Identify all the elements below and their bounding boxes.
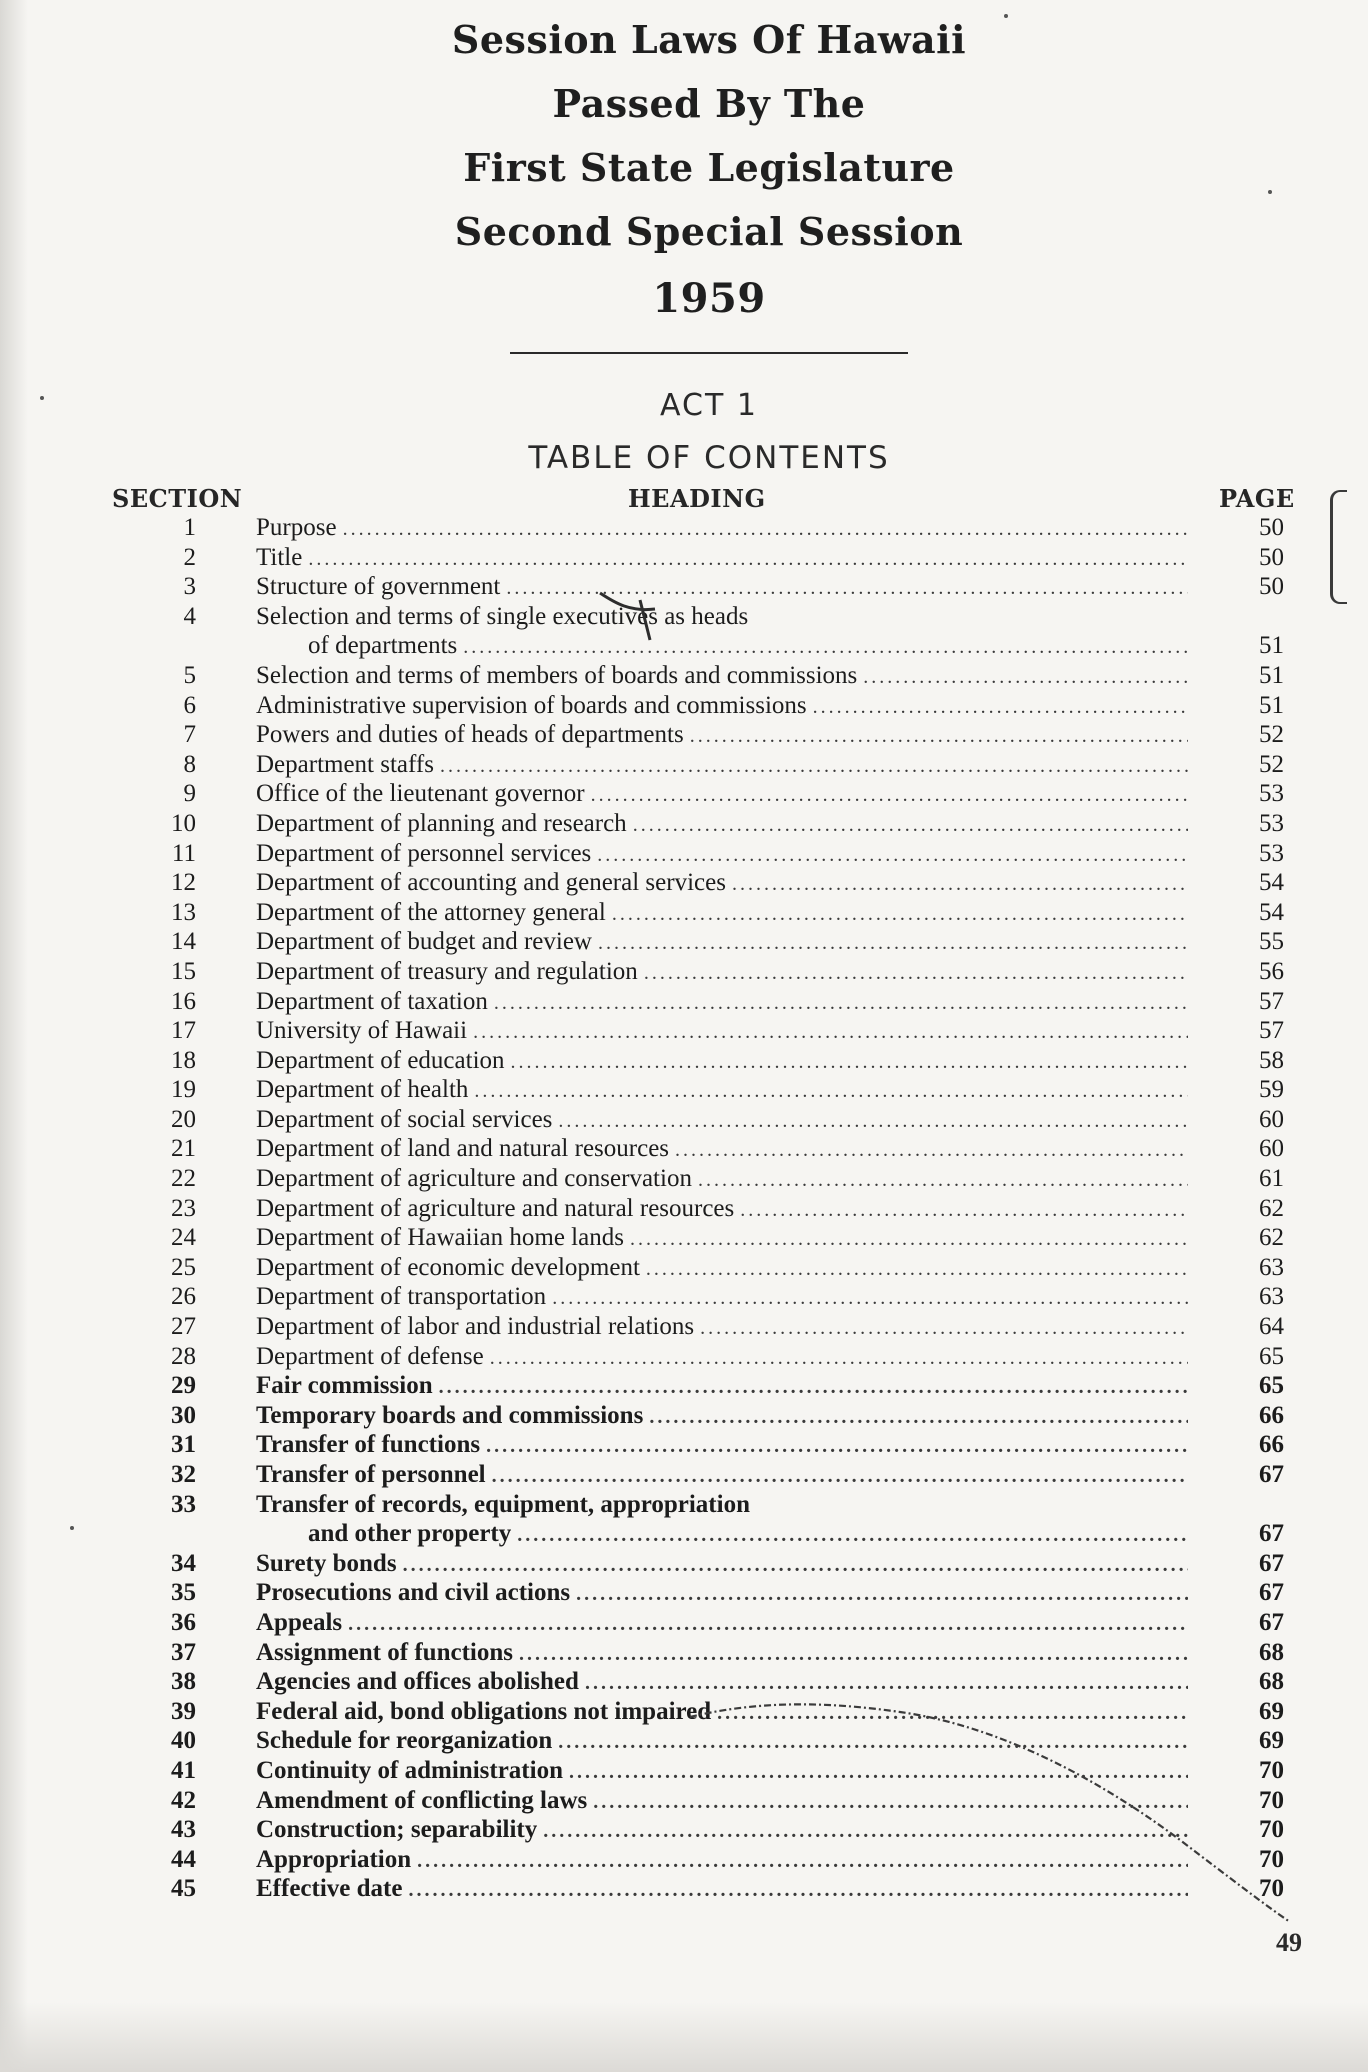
section-heading: [256, 1075, 1196, 1107]
section-heading-text: University of Hawaii: [256, 1017, 468, 1045]
dot-leader: [417, 1847, 1188, 1877]
page-number: 49: [1276, 1928, 1302, 1957]
section-heading: [256, 809, 1196, 841]
page-reference: 66: [1259, 1431, 1284, 1459]
page-reference: 67: [1259, 1520, 1284, 1548]
page-reference: 56: [1259, 957, 1284, 985]
page-reference: 62: [1259, 1224, 1284, 1252]
toc-row: [0, 898, 1368, 928]
section-number: 18: [171, 1046, 196, 1074]
section-heading: [256, 572, 1196, 604]
page-reference: 52: [1259, 721, 1284, 749]
section-heading-text: Department of health: [256, 1076, 469, 1104]
section-number: 26: [171, 1283, 196, 1311]
section-heading-text: Continuity of administration: [256, 1756, 563, 1784]
section-number: 7: [183, 721, 196, 749]
section-heading-text: Department of planning and research: [256, 809, 627, 837]
section-heading-text: Federal aid, bond obligations not impaired: [256, 1697, 712, 1725]
toc-row: [0, 572, 1368, 602]
section-heading-text: Fair commission: [256, 1372, 433, 1400]
dot-leader: [644, 959, 1188, 989]
page-reference: 66: [1259, 1401, 1284, 1429]
section-number: 27: [171, 1313, 196, 1341]
toc-row: [0, 1312, 1368, 1342]
page-reference: 70: [1259, 1786, 1284, 1814]
section-heading: [256, 898, 1196, 930]
toc-row: [0, 1342, 1368, 1372]
page-reference: 51: [1259, 691, 1284, 719]
page-reference: 54: [1259, 869, 1284, 897]
dot-leader: [494, 989, 1188, 1019]
toc-row: [0, 1874, 1368, 1904]
dot-leader: [649, 1403, 1188, 1433]
section-number: 2: [183, 543, 196, 571]
toc-row: [0, 720, 1368, 750]
speck-mark: [40, 396, 44, 400]
section-number: 9: [183, 780, 196, 808]
dot-leader: [585, 1669, 1188, 1699]
section-heading-text: Effective date: [256, 1875, 403, 1903]
toc-row: [0, 1075, 1368, 1105]
section-heading: [256, 927, 1196, 959]
toc-row: [0, 1194, 1368, 1224]
section-heading-text: Prosecutions and civil actions: [256, 1579, 571, 1607]
page-reference: 57: [1259, 987, 1284, 1015]
toc-row: [0, 779, 1368, 809]
section-number: 37: [171, 1638, 196, 1666]
dot-leader: [576, 1580, 1188, 1610]
page-reference: 70: [1259, 1816, 1284, 1844]
page-reference: 51: [1259, 632, 1284, 660]
section-number: 24: [171, 1224, 196, 1252]
dot-leader: [490, 1344, 1188, 1374]
toc-row: [0, 1401, 1368, 1431]
dot-leader: [403, 1551, 1188, 1581]
page-reference: 70: [1259, 1875, 1284, 1903]
toc-row: [0, 1134, 1368, 1164]
toc-row: [0, 1726, 1368, 1756]
page-reference: 69: [1259, 1727, 1284, 1755]
toc-heading: TABLE OF CONTENTS: [528, 440, 890, 476]
section-heading-text: Amendment of conflicting laws: [256, 1786, 588, 1814]
section-heading: [256, 1194, 1196, 1226]
toc-row: [0, 987, 1368, 1017]
section-heading: [256, 1282, 1196, 1314]
dot-leader: [569, 1758, 1188, 1788]
section-heading: [256, 661, 1196, 693]
section-heading: [256, 779, 1196, 811]
section-number: 11: [171, 839, 196, 867]
section-heading-text: Department of accounting and general services: [256, 869, 726, 897]
dot-leader: [348, 1610, 1188, 1640]
dot-leader: [597, 841, 1188, 871]
section-heading: [256, 1253, 1196, 1285]
act-heading: ACT 1: [660, 388, 758, 423]
section-heading-line: [256, 602, 1196, 632]
dot-leader: [698, 1166, 1188, 1196]
section-heading: [256, 1786, 1196, 1818]
toc-row: [0, 1253, 1368, 1283]
section-heading-text: Title: [256, 543, 303, 571]
section-heading-continuation: [256, 631, 1196, 663]
dot-leader: [474, 1077, 1188, 1107]
section-heading: [256, 1726, 1196, 1758]
section-number: 43: [171, 1816, 196, 1844]
dot-leader: [486, 1432, 1188, 1462]
section-heading: [256, 1164, 1196, 1196]
section-heading-text: Department staffs: [256, 750, 434, 778]
section-heading: [256, 1638, 1196, 1670]
section-number: 42: [171, 1786, 196, 1814]
toc-row: [0, 1282, 1368, 1312]
dot-leader: [630, 1225, 1188, 1255]
page-reference: 50: [1259, 514, 1284, 541]
section-number: 17: [171, 1017, 196, 1045]
section-heading-text: Office of the lieutenant governor: [256, 780, 585, 808]
section-heading: [256, 1490, 1196, 1551]
section-heading-text: Schedule for reorganization: [256, 1727, 553, 1755]
section-heading-text: Transfer of functions: [256, 1431, 481, 1459]
section-heading-text: and other property: [308, 1520, 512, 1548]
section-number: 15: [171, 957, 196, 985]
section-number: 35: [171, 1579, 196, 1607]
dot-leader: [506, 574, 1188, 604]
section-number: 12: [171, 869, 196, 897]
section-heading: [256, 1016, 1196, 1048]
title-year: 1959: [652, 275, 766, 322]
page-reference: 70: [1259, 1845, 1284, 1873]
section-number: 32: [171, 1461, 196, 1488]
toc-row: [0, 1786, 1368, 1816]
section-number: 44: [171, 1845, 196, 1873]
section-heading-text: Purpose: [256, 514, 337, 541]
section-number: 13: [171, 898, 196, 926]
section-heading: [256, 987, 1196, 1019]
page-reference: 53: [1259, 839, 1284, 867]
page-reference: 65: [1259, 1372, 1284, 1400]
dot-leader: [463, 633, 1188, 663]
dot-leader: [552, 1284, 1188, 1314]
toc-row: [0, 957, 1368, 987]
section-heading-text: Department of budget and review: [256, 928, 592, 956]
section-heading: [256, 1608, 1196, 1640]
section-heading-text: Powers and duties of heads of departments: [256, 721, 684, 749]
toc-entries: [0, 513, 1368, 1904]
dot-leader: [473, 1018, 1188, 1048]
toc-row: [0, 1460, 1368, 1490]
section-heading-text: Surety bonds: [256, 1549, 397, 1577]
section-heading: [256, 1401, 1196, 1433]
section-number: 1: [183, 514, 196, 541]
page-reference: 64: [1259, 1313, 1284, 1341]
toc-row: [0, 1697, 1368, 1727]
dot-leader: [558, 1728, 1188, 1758]
toc-row: [0, 1164, 1368, 1194]
dot-leader: [591, 781, 1188, 811]
section-heading-text: Department of social services: [256, 1105, 553, 1133]
section-number: 30: [171, 1401, 196, 1429]
section-heading: [256, 1460, 1196, 1492]
section-heading: [256, 1134, 1196, 1166]
page-reference: 59: [1259, 1076, 1284, 1104]
section-heading-text: Selection and terms of single executives as heads: [256, 602, 749, 630]
page-reference: 67: [1259, 1579, 1284, 1607]
section-heading: [256, 1342, 1196, 1374]
section-heading: [256, 1223, 1196, 1255]
page-reference: 55: [1259, 928, 1284, 956]
toc-row: [0, 1490, 1368, 1549]
section-number: 4: [183, 602, 196, 630]
section-number: 20: [171, 1105, 196, 1133]
toc-row: [0, 543, 1368, 573]
title-line: Passed By The: [552, 81, 866, 126]
page-reference: 61: [1259, 1165, 1284, 1193]
page-reference: 51: [1259, 661, 1284, 689]
toc-row: [0, 1638, 1368, 1668]
page-reference: 50: [1259, 573, 1284, 601]
section-heading: [256, 1756, 1196, 1788]
section-number: 38: [171, 1668, 196, 1696]
toc-row: [0, 1371, 1368, 1401]
section-heading: [256, 691, 1196, 723]
toc-row: [0, 1430, 1368, 1460]
section-heading: [256, 1667, 1196, 1699]
section-heading: [256, 957, 1196, 989]
section-heading-text: Department of Hawaiian home lands: [256, 1224, 624, 1252]
column-header-page: PAGE: [1219, 484, 1295, 513]
section-heading: [256, 750, 1196, 782]
dot-leader: [308, 545, 1188, 575]
page-reference: 65: [1259, 1342, 1284, 1370]
section-heading: [256, 868, 1196, 900]
page-reference: 53: [1259, 780, 1284, 808]
dot-leader: [593, 1788, 1188, 1818]
speck-mark: [70, 1526, 74, 1530]
section-heading-text: of departments: [308, 632, 458, 660]
toc-row: [0, 1845, 1368, 1875]
section-heading-text: Transfer of personnel: [256, 1461, 486, 1488]
section-heading-text: Department of education: [256, 1046, 505, 1074]
dot-leader: [517, 1521, 1188, 1551]
toc-row: [0, 1815, 1368, 1845]
toc-row: [0, 1667, 1368, 1697]
section-heading-continuation: [256, 1519, 1196, 1551]
section-heading: [256, 1578, 1196, 1610]
column-header-section: SECTION: [112, 484, 243, 513]
dot-leader: [511, 1048, 1188, 1078]
section-heading: [256, 1697, 1196, 1729]
section-number: 19: [171, 1076, 196, 1104]
toc-row: [0, 1046, 1368, 1076]
toc-row: [0, 750, 1368, 780]
section-heading-text: Assignment of functions: [256, 1638, 513, 1666]
dot-leader: [558, 1107, 1188, 1137]
page-reference: 63: [1259, 1283, 1284, 1311]
section-number: 41: [171, 1756, 196, 1784]
section-heading: [256, 1845, 1196, 1877]
toc-row: [0, 691, 1368, 721]
section-heading-text: Department of economic development: [256, 1253, 640, 1281]
toc-row: [0, 1105, 1368, 1135]
section-heading-text: Selection and terms of members of boards and commissions: [256, 661, 858, 689]
title-line: Second Special Session: [454, 209, 964, 254]
speck-mark: [1004, 14, 1008, 18]
section-heading-text: Department of agriculture and natural resources: [256, 1194, 735, 1222]
toc-row: [0, 1578, 1368, 1608]
title-divider: [510, 352, 908, 354]
dot-leader: [440, 752, 1188, 782]
column-header-heading: HEADING: [628, 484, 766, 513]
title-line: Session Laws Of Hawaii: [451, 17, 967, 62]
dot-leader: [543, 1817, 1188, 1847]
section-heading-text: Structure of government: [256, 573, 501, 601]
section-number: 21: [171, 1135, 196, 1163]
section-heading-text: Department of the attorney general: [256, 898, 606, 926]
section-heading-text: Department of taxation: [256, 987, 488, 1015]
page-reference: 52: [1259, 750, 1284, 778]
dot-leader: [690, 722, 1188, 752]
section-heading-text: Transfer of records, equipment, appropriation: [256, 1490, 750, 1518]
section-heading-text: Appeals: [256, 1608, 343, 1636]
page-reference: 68: [1259, 1638, 1284, 1666]
section-number: 25: [171, 1253, 196, 1281]
section-heading-text: Department of transportation: [256, 1283, 547, 1311]
dot-leader: [863, 663, 1188, 693]
toc-row: [0, 868, 1368, 898]
section-heading-text: Construction; separability: [256, 1816, 538, 1844]
page-reference: 67: [1259, 1608, 1284, 1636]
page-reference: 53: [1259, 809, 1284, 837]
page-reference: 57: [1259, 1017, 1284, 1045]
page-reference: 60: [1259, 1105, 1284, 1133]
section-heading-text: Administrative supervision of boards and commissions: [256, 691, 807, 719]
section-number: 8: [183, 750, 196, 778]
toc-row: [0, 602, 1368, 661]
dot-leader: [646, 1255, 1188, 1285]
section-heading: [256, 1371, 1196, 1403]
section-heading: [256, 513, 1196, 545]
section-heading-text: Appropriation: [256, 1845, 412, 1873]
toc-row: [0, 839, 1368, 869]
section-heading: [256, 720, 1196, 752]
dot-leader: [813, 693, 1188, 723]
section-heading-text: Department of agriculture and conservation: [256, 1165, 692, 1193]
toc-row: [0, 1549, 1368, 1579]
section-number: 10: [171, 809, 196, 837]
section-heading: [256, 1815, 1196, 1847]
section-heading: [256, 1430, 1196, 1462]
toc-row: [0, 927, 1368, 957]
section-number: 29: [171, 1372, 196, 1400]
page-reference: 62: [1259, 1194, 1284, 1222]
section-number: 33: [171, 1490, 196, 1518]
toc-row: [0, 809, 1368, 839]
section-heading-text: Department of treasury and regulation: [256, 957, 638, 985]
page-reference: 54: [1259, 898, 1284, 926]
section-heading: [256, 1874, 1196, 1906]
section-number: 5: [183, 661, 196, 689]
section-number: 39: [171, 1697, 196, 1725]
section-number: 23: [171, 1194, 196, 1222]
dot-leader: [519, 1640, 1188, 1670]
section-heading-line: [256, 1490, 1196, 1520]
dot-leader: [740, 1196, 1188, 1226]
toc-row: [0, 661, 1368, 691]
speck-mark: [1268, 190, 1272, 194]
section-heading-text: Department of land and natural resources: [256, 1135, 670, 1163]
section-number: 14: [171, 928, 196, 956]
section-number: 28: [171, 1342, 196, 1370]
dot-leader: [717, 1699, 1188, 1729]
section-number: 22: [171, 1165, 196, 1193]
toc-row: [0, 1756, 1368, 1786]
section-heading-text: Department of defense: [256, 1342, 484, 1370]
section-number: 34: [171, 1549, 196, 1577]
page-reference: 63: [1259, 1253, 1284, 1281]
section-heading: [256, 602, 1196, 663]
dot-leader: [633, 811, 1188, 841]
toc-row: [0, 1016, 1368, 1046]
section-number: 40: [171, 1727, 196, 1755]
section-heading-text: Temporary boards and commissions: [256, 1401, 644, 1429]
page-reference: 69: [1259, 1697, 1284, 1725]
dot-leader: [598, 929, 1188, 959]
dot-leader: [343, 515, 1188, 545]
toc-row: [0, 513, 1368, 543]
section-heading: [256, 1105, 1196, 1137]
section-heading: [256, 839, 1196, 871]
section-heading: [256, 1312, 1196, 1344]
dot-leader: [492, 1462, 1188, 1492]
dot-leader: [612, 900, 1188, 930]
section-heading: [256, 543, 1196, 575]
section-number: 36: [171, 1608, 196, 1636]
dot-leader: [700, 1314, 1188, 1344]
section-number: 16: [171, 987, 196, 1015]
section-number: 6: [183, 691, 196, 719]
page-reference: 67: [1259, 1461, 1284, 1488]
dot-leader: [675, 1136, 1188, 1166]
page-reference: 50: [1259, 543, 1284, 571]
section-number: 31: [171, 1431, 196, 1459]
page-reference: 70: [1259, 1756, 1284, 1784]
page-reference: 60: [1259, 1135, 1284, 1163]
page-reference: 58: [1259, 1046, 1284, 1074]
title-block: [0, 8, 1368, 334]
section-number: 45: [171, 1875, 196, 1903]
toc-row: [0, 1608, 1368, 1638]
section-heading-text: Department of personnel services: [256, 839, 592, 867]
section-heading: [256, 1046, 1196, 1078]
title-line: First State Legislature: [463, 145, 955, 190]
dot-leader: [732, 870, 1188, 900]
page-reference: 68: [1259, 1668, 1284, 1696]
dot-leader: [439, 1373, 1188, 1403]
section-heading: [256, 1549, 1196, 1581]
section-heading-text: Department of labor and industrial relations: [256, 1313, 695, 1341]
section-heading-text: Agencies and offices abolished: [256, 1668, 579, 1696]
section-number: 3: [183, 573, 196, 601]
dot-leader: [408, 1876, 1188, 1906]
page-reference: 67: [1259, 1549, 1284, 1577]
toc-row: [0, 1223, 1368, 1253]
